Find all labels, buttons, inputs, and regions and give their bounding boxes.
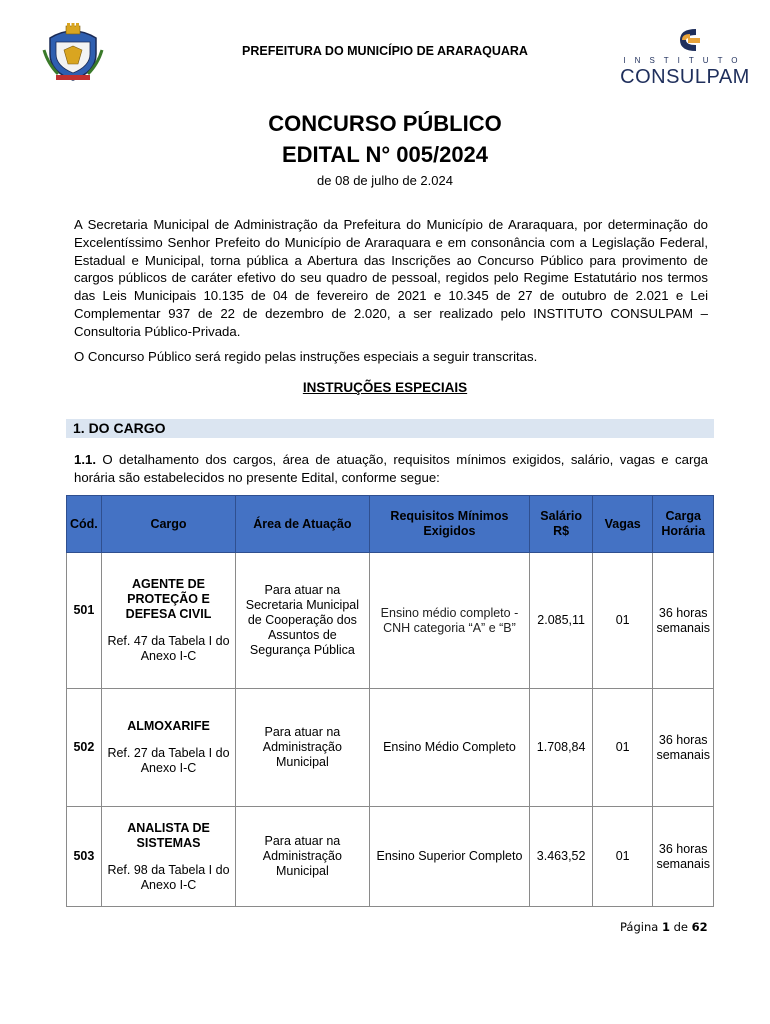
cell-cod: 501 <box>67 553 102 689</box>
page-footer <box>620 920 708 934</box>
cell-area: Para atuar na Administração Municipal <box>236 689 369 807</box>
cargo-name: AGENTE DE PROTEÇÃO E DEFESA CIVIL <box>125 577 212 621</box>
cell-vagas: 01 <box>592 807 653 907</box>
cargos-table <box>66 495 714 907</box>
table-row <box>67 807 714 907</box>
item-number: 1.1. <box>74 452 96 467</box>
page-current: 1 <box>661 920 670 934</box>
header-area: Área de Atuação <box>236 496 369 553</box>
header-requisitos: Requisitos Mínimos Exigidos <box>369 496 530 553</box>
cell-requisitos: Ensino médio completo - CNH categoria “A” e “B” <box>369 553 530 689</box>
page-of: de <box>673 920 688 934</box>
instructions-heading: INSTRUÇÕES ESPECIAIS <box>302 380 468 395</box>
prefeitura-heading: PREFEITURA DO MUNICÍPIO DE ARARAQUARA <box>242 44 528 58</box>
cell-area: Para atuar na Administração Municipal <box>236 807 369 907</box>
cell-area: Para atuar na Secretaria Municipal de Cooperação dos Assuntos de Segurança Pública <box>236 553 369 689</box>
page-label: Página <box>620 920 659 934</box>
cargo-name: ALMOXARIFE <box>127 719 210 733</box>
item-text: O detalhamento dos cargos, área de atuação, requisitos mínimos exigidos, salário, vagas e carga horária são estabelecidos no presente Edital, conforme segue: <box>74 452 708 485</box>
logo-consulpam-text: CONSULPAM <box>620 66 750 88</box>
header-cod: Cód. <box>67 496 102 553</box>
intro-paragraph-2: O Concurso Público será regido pelas instruções especiais a seguir transcritas. <box>74 349 538 364</box>
cell-cargo <box>101 553 235 689</box>
header-salario: Salário R$ <box>530 496 592 553</box>
table-row <box>67 689 714 807</box>
table-header-row <box>67 496 714 553</box>
header-cargo: Cargo <box>101 496 235 553</box>
cell-cargo <box>101 689 235 807</box>
header-vagas: Vagas <box>592 496 653 553</box>
cell-cod: 503 <box>67 807 102 907</box>
cell-carga: 36 horas semanais <box>653 553 714 689</box>
item-1-1 <box>74 451 708 487</box>
cargo-ref: Ref. 47 da Tabela I do Anexo I-C <box>107 634 230 663</box>
cell-salario: 3.463,52 <box>530 807 592 907</box>
cargo-name: ANALISTA DE SISTEMAS <box>127 820 210 850</box>
cell-cargo <box>101 807 235 907</box>
cell-cod: 502 <box>67 689 102 807</box>
section-heading-do-cargo: 1. DO CARGO <box>66 419 714 438</box>
concurso-title: CONCURSO PÚBLICO <box>268 111 502 136</box>
page-total: 62 <box>691 920 708 934</box>
consulpam-logo <box>620 26 750 90</box>
cell-vagas: 01 <box>592 689 653 807</box>
edital-number: EDITAL N° 005/2024 <box>281 142 489 167</box>
edital-date: de 08 de julho de 2.024 <box>317 173 453 188</box>
cell-requisitos: Ensino Médio Completo <box>369 689 530 807</box>
cell-salario: 1.708,84 <box>530 689 592 807</box>
table-row <box>67 553 714 689</box>
cell-carga: 36 horas semanais <box>653 689 714 807</box>
cargo-ref: Ref. 27 da Tabela I do Anexo I-C <box>107 746 230 775</box>
cell-vagas: 01 <box>592 553 653 689</box>
cell-requisitos: Ensino Superior Completo <box>369 807 530 907</box>
consulpam-logo-mark-icon <box>620 26 750 56</box>
cell-salario: 2.085,11 <box>530 553 592 689</box>
intro-paragraph: A Secretaria Municipal de Administração da Prefeitura do Município de Araraquara, por determinação do Excelentíssimo Senhor Prefeito do Município de Araraquara e em consonância com a Legislação Federal, Estadual e Municipal, torna pública a Abertura das Inscrições ao Concurso Público para provimento de cargos públicos de caráter efetivo do seu quadro de pessoal, regidos pelo Regime Estatutário nos termos das Leis Municipais 10.135 de 04 de fevereiro de 2021 e 10.345 de 27 de outubro de 2.021 e Lei Complementar 937 de 22 de dezembro de 2.020, a ser realizado pelo INSTITUTO CONSULPAM – Consultoria Público-Privada. <box>74 217 708 339</box>
header-carga: Carga Horária <box>653 496 714 553</box>
logo-instituto-text: INSTITUTO <box>623 56 747 65</box>
cargo-ref: Ref. 98 da Tabela I do Anexo I-C <box>107 862 230 892</box>
cell-carga: 36 horas semanais <box>653 807 714 907</box>
